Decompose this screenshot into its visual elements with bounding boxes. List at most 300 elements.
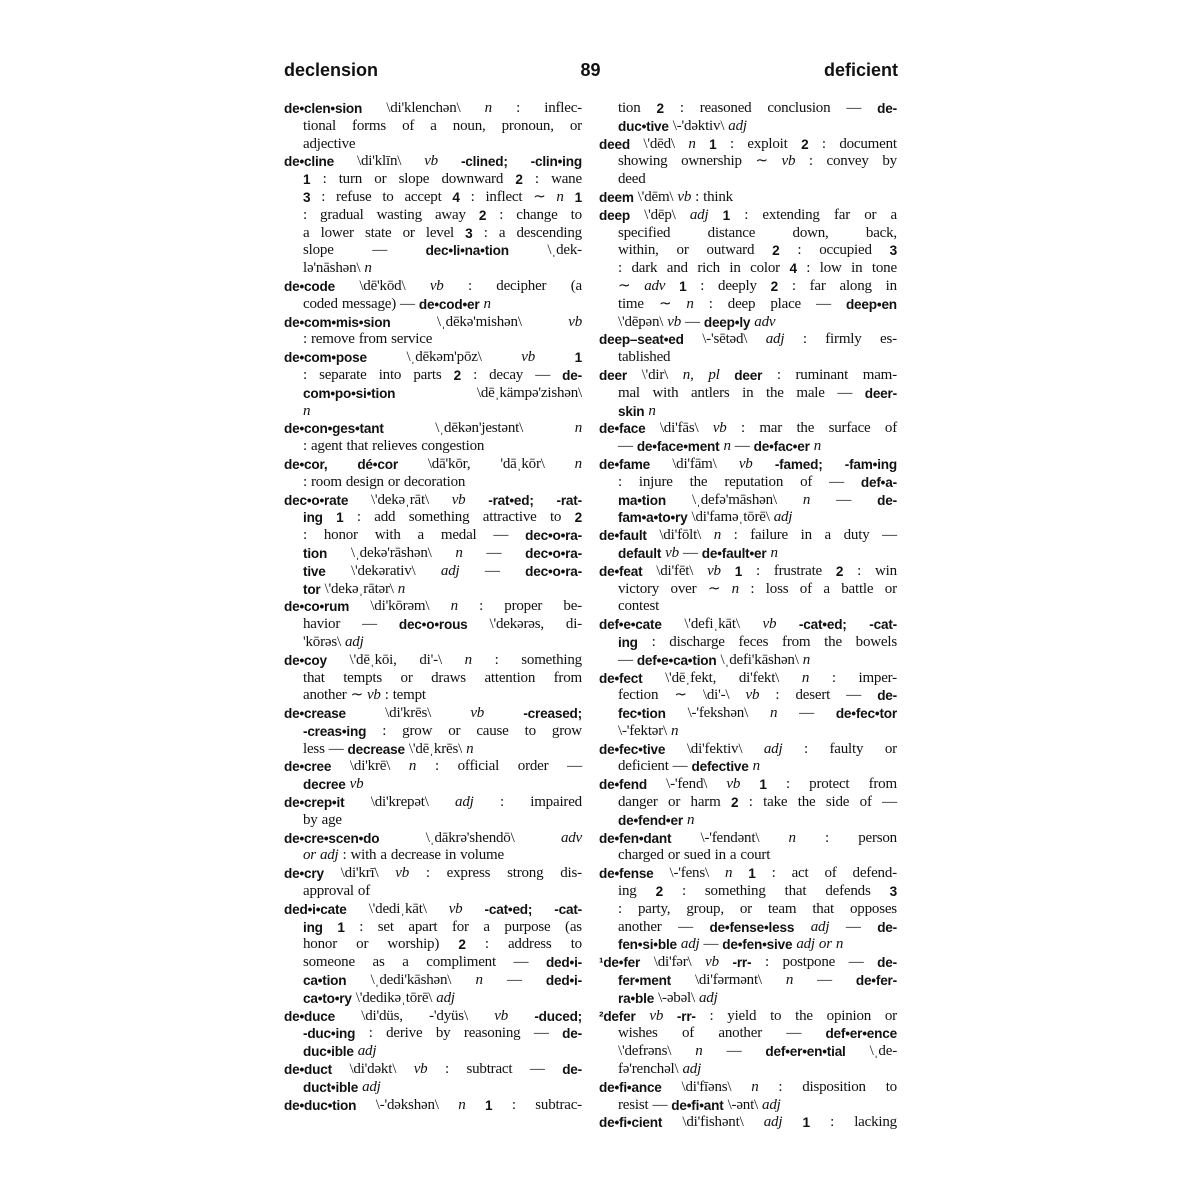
definition-text: in — [885, 277, 897, 294]
definition-text: add — [374, 509, 396, 526]
entry-line — [284, 776, 582, 794]
definition-text: — — [678, 918, 693, 935]
definition-text: accept — [404, 188, 442, 205]
definition-text: or — [676, 242, 689, 259]
entry-line — [284, 954, 582, 972]
entry-line — [284, 794, 582, 812]
definition-text: remove — [310, 331, 355, 348]
entry-line — [284, 883, 582, 901]
definition-text: or — [356, 936, 369, 953]
definition-text: : — [356, 509, 361, 526]
definition-text: \-əbəl\ — [658, 989, 695, 1006]
headword-text: duc•ible — [303, 1044, 354, 1060]
definition-text: someone — [303, 954, 355, 971]
definition-text: — — [486, 544, 502, 561]
headword-text: de•co•rum — [284, 599, 350, 615]
headword-text: 1 — [679, 278, 687, 294]
definition-text: or — [884, 740, 897, 757]
entry-line — [599, 1043, 897, 1061]
definition-text: — — [672, 758, 688, 775]
definition-text: : — [857, 562, 862, 579]
part-of-speech: vb — [451, 491, 466, 508]
entry-line — [284, 936, 582, 954]
definition-text: : — [778, 1078, 783, 1095]
definition-text: subtract — [466, 1061, 513, 1078]
part-of-speech: n — [458, 1096, 466, 1113]
definition-text: the — [766, 384, 784, 401]
definition-text: impaired — [530, 794, 582, 811]
headword-text: deer — [734, 367, 763, 383]
headword-text: 4 — [789, 261, 797, 277]
right-column — [599, 100, 897, 1132]
definition-text: separate — [319, 366, 367, 383]
definition-text: desert — [795, 687, 831, 704]
definition-text: relieves — [372, 438, 418, 455]
entry-line — [284, 865, 582, 883]
left-column — [284, 100, 582, 1114]
definition-text: tional — [303, 117, 336, 134]
definition-text: \di'krēs\ — [385, 705, 432, 722]
headword-text: def•er•en•tial — [765, 1044, 846, 1060]
definition-text: inflec- — [544, 100, 582, 116]
entry-line — [284, 509, 582, 527]
definition-text: slope — [398, 171, 430, 188]
definition-text: : — [709, 1007, 714, 1024]
definition-text: lower — [320, 224, 354, 241]
definition-text: faulty — [829, 740, 864, 757]
definition-text: inflect — [485, 188, 523, 205]
headword-text: def•a- — [860, 474, 897, 490]
definition-text: down, — [792, 224, 829, 241]
entry-line — [284, 385, 582, 403]
definition-text: postpone — [782, 954, 836, 971]
definition-text: another — [718, 1025, 762, 1042]
entry-line — [284, 670, 582, 688]
headword-text: 1 — [709, 136, 717, 152]
headword-text: tion — [303, 545, 328, 561]
definition-text: : — [384, 687, 389, 704]
definition-text: by — [435, 1025, 451, 1042]
headword-text: 1 — [303, 172, 311, 188]
definition-text: \'dediˌkāt\ — [368, 900, 427, 917]
entry-line — [599, 242, 897, 260]
definition-text: descending — [516, 224, 582, 241]
definition-text: subtrac- — [535, 1096, 582, 1113]
definition-text: injure — [638, 473, 673, 490]
definition-text: wasting — [376, 206, 422, 223]
entry-line — [599, 207, 897, 225]
definition-text: state — [364, 224, 392, 241]
definition-text: a — [380, 847, 387, 864]
part-of-speech: adj — [810, 918, 830, 935]
definition-text: place — [770, 295, 802, 312]
entry-line — [599, 438, 897, 456]
definition-text: for — [451, 918, 469, 935]
part-of-speech: n — [556, 188, 564, 205]
headword-text: -fam•ing — [844, 456, 897, 472]
definition-text: \di'-\ — [702, 687, 730, 704]
part-of-speech: n — [574, 455, 582, 472]
headword-text: de•cor, — [284, 456, 328, 472]
headword-text: decrease — [347, 741, 405, 757]
definition-text: or — [374, 171, 387, 188]
definition-text: apart — [408, 918, 438, 935]
definition-text: : — [808, 153, 813, 170]
definition-text: \ˌdekə'rāshən\ — [350, 544, 432, 561]
headword-text: 2 — [478, 207, 487, 223]
definition-text: — — [362, 616, 377, 633]
part-of-speech: vb — [349, 776, 364, 793]
definition-text: : — [744, 206, 749, 223]
part-of-speech: or — [818, 936, 832, 953]
definition-text: \di'fōlt\ — [659, 527, 702, 544]
definition-text: — — [506, 972, 522, 989]
definition-text: conclusion — [767, 100, 831, 116]
definition-text: : — [803, 740, 808, 757]
part-of-speech: n — [464, 651, 472, 668]
definition-text: imper- — [858, 669, 897, 686]
headword-text: de•duc•tion — [284, 1097, 357, 1113]
headword-text: 2 — [656, 101, 664, 116]
definition-text: or — [668, 794, 681, 811]
part-of-speech: vb — [707, 562, 721, 579]
part-of-speech: adj — [440, 562, 460, 579]
definition-text: \-'fekshən\ — [687, 705, 749, 722]
definition-text: \'defiˌkāt\ — [684, 616, 740, 633]
definition-text: along — [839, 277, 872, 294]
definition-text: : — [470, 188, 475, 205]
part-of-speech: n — [648, 402, 656, 419]
definition-text: — — [799, 705, 814, 722]
headword-text: 1 — [802, 1115, 810, 1131]
definition-text: — — [567, 758, 582, 775]
definition-text: ∼ — [618, 277, 631, 294]
part-of-speech: vb — [366, 687, 381, 704]
entry-line — [599, 919, 897, 937]
entry-line — [284, 545, 582, 563]
definition-text: age — [321, 811, 342, 828]
headword-text: de•duce — [284, 1008, 335, 1024]
part-of-speech: n — [466, 740, 474, 757]
headword-text: -clin•ing — [530, 154, 582, 170]
definition-text: male — [796, 384, 825, 401]
entry-line — [599, 509, 897, 527]
definition-text: \ˌdefi'kāshən\ — [720, 651, 799, 668]
definition-text: from — [553, 669, 582, 686]
headword-text: ing — [303, 510, 323, 526]
definition-text: loss — [765, 580, 789, 597]
part-of-speech: vb — [667, 313, 682, 330]
part-of-speech: n — [303, 402, 311, 419]
part-of-speech: adj — [344, 633, 364, 650]
part-of-speech: n — [752, 758, 760, 775]
definition-text: \-'fendənt\ — [700, 829, 760, 846]
headword-text: decree — [303, 777, 346, 793]
definition-text: — — [848, 954, 864, 971]
part-of-speech: adj — [728, 117, 747, 134]
definition-text: party, — [637, 900, 671, 917]
headword-text: de•fi•ance — [599, 1079, 662, 1095]
definition-text: \'dedikəˌtōrē\ — [355, 989, 433, 1006]
headword-text: de•fect — [599, 670, 643, 686]
part-of-speech: adj — [763, 740, 783, 757]
headword-text: com•po•si•tion — [303, 385, 396, 401]
definition-text: in — [729, 260, 741, 277]
headword-text: de•fer- — [855, 973, 897, 989]
definition-text: side — [825, 794, 850, 811]
definition-text: a — [890, 206, 897, 223]
definition-text: : — [797, 242, 802, 259]
definition-text: : — [618, 260, 622, 277]
definition-text: of — [884, 420, 897, 437]
entry-line — [284, 598, 582, 616]
entry-line — [599, 456, 897, 474]
entry-line — [284, 812, 582, 830]
headword-text: 3 — [889, 884, 897, 900]
part-of-speech: n — [788, 829, 796, 846]
definition-text: decoration — [403, 473, 466, 490]
entry-line — [284, 1008, 582, 1026]
entry-line — [284, 153, 582, 171]
entry-line — [599, 403, 897, 421]
definition-text: address — [507, 936, 552, 953]
entry-line — [599, 865, 897, 883]
definition-text: something — [521, 651, 582, 668]
definition-text: time — [618, 295, 644, 312]
definition-text: tion — [618, 100, 641, 116]
headword-text: ma•tion — [618, 492, 666, 508]
definition-text: : — [425, 865, 430, 882]
definition-text: : — [484, 936, 489, 953]
part-of-speech: n — [686, 811, 695, 828]
entry-line — [599, 420, 897, 438]
definition-text: opposes — [850, 900, 897, 917]
definition-text: \di'fīəns\ — [681, 1078, 732, 1095]
definition-text: — — [535, 366, 551, 383]
definition-text: person — [858, 829, 897, 846]
definition-text: ownership — [681, 153, 742, 170]
headword-text: de•cry — [284, 866, 324, 882]
definition-text: \di'düs, — [361, 1007, 403, 1024]
headword-text: -cat- — [554, 901, 582, 917]
entry-line — [284, 652, 582, 670]
definition-text: a — [823, 580, 830, 597]
definition-text: outward — [706, 242, 755, 259]
definition-text: message) — [341, 295, 397, 312]
definition-text: : — [483, 224, 488, 241]
definition-text: medal — [440, 527, 477, 544]
dictionary-page — [283, 58, 898, 1138]
headword-text: -rr- — [732, 955, 752, 971]
definition-text: another — [618, 918, 662, 935]
entry-line — [284, 919, 582, 937]
definition-text: within, — [618, 242, 659, 259]
definition-text: the — [797, 794, 816, 811]
definition-text: reputation — [724, 473, 784, 490]
definition-text: : — [473, 366, 478, 383]
definition-text: downward — [441, 171, 504, 188]
definition-text: \-'fens\ — [669, 865, 709, 882]
definition-text: or — [402, 224, 415, 241]
part-of-speech: n — [724, 865, 733, 882]
headword-text: de- — [877, 919, 897, 935]
headword-text: de- — [562, 1026, 582, 1042]
definition-text: as — [372, 954, 385, 971]
definition-text: frustrate — [773, 562, 823, 579]
part-of-speech: n — [723, 438, 731, 455]
part-of-speech: adv — [754, 313, 776, 330]
definition-text: grow — [402, 722, 433, 739]
headword-text: -rr- — [676, 1008, 696, 1024]
definition-text: approval — [303, 883, 354, 900]
definition-text: disposition — [802, 1078, 866, 1095]
definition-text: lacking — [854, 1114, 897, 1131]
entry-line — [599, 1079, 897, 1097]
headword-text: de•cod•er — [418, 296, 480, 312]
part-of-speech: n — [802, 651, 811, 668]
entry-line — [599, 883, 897, 901]
part-of-speech: pl — [708, 366, 720, 383]
entry-line — [284, 367, 582, 385]
headword-text: de•fend — [599, 777, 647, 793]
definition-text: reasoned — [699, 100, 752, 116]
definition-text: — — [846, 100, 862, 116]
definition-text: : — [479, 598, 484, 615]
definition-text: — — [529, 1061, 545, 1078]
part-of-speech: n, — [682, 366, 694, 383]
entry-line — [599, 153, 897, 171]
entry-line — [599, 616, 897, 634]
part-of-speech: n — [835, 936, 844, 953]
definition-text: : — [755, 562, 760, 579]
definition-text: gradual — [320, 206, 364, 223]
headword-text: 2 — [770, 278, 779, 294]
headword-text: deep — [599, 207, 630, 223]
definition-text: court — [740, 847, 771, 864]
entry-line — [284, 847, 582, 865]
part-of-speech: n — [731, 580, 739, 597]
definition-text: to — [885, 1078, 897, 1095]
part-of-speech: vb — [429, 277, 444, 294]
entry-line — [284, 278, 582, 296]
definition-text: of — [357, 883, 370, 900]
definition-text: room — [310, 473, 342, 490]
headword-text: -cat•ed; — [798, 617, 847, 633]
definition-text: specified — [618, 224, 671, 241]
definition-text: \ˌdēkə'mishən\ — [436, 313, 522, 330]
entry-line — [284, 189, 582, 207]
definition-text: — — [493, 527, 509, 544]
headword-text: de- — [877, 492, 897, 508]
part-of-speech: adj — [362, 1078, 381, 1095]
definition-text: : — [764, 954, 769, 971]
definition-text: : — [771, 865, 776, 882]
definition-text: : — [806, 260, 811, 277]
definition-text: \'dir\ — [641, 366, 669, 383]
headword-text: de- — [562, 1062, 582, 1078]
definition-text: lə'nāshən\ — [303, 260, 361, 277]
headword-text: de•fi•cient — [599, 1115, 663, 1131]
definition-text: protect — [809, 776, 850, 793]
definition-text: a — [430, 117, 437, 134]
headword-text: de- — [877, 955, 897, 971]
part-of-speech: adj — [319, 847, 339, 864]
definition-text: : — [534, 171, 539, 188]
part-of-speech: vb — [568, 313, 582, 330]
headword-text: skin — [618, 403, 645, 419]
definition-text: \dē'kōd\ — [359, 277, 406, 294]
headword-text: de•fen•sive — [722, 937, 793, 953]
headword-text: ²defer — [599, 1008, 636, 1024]
definition-text: : — [342, 847, 347, 864]
definition-text: \'dēˌkōi, — [349, 651, 397, 668]
definition-text: deep — [727, 295, 756, 312]
definition-text: \di'faməˌtōrē\ — [691, 509, 770, 526]
definition-text: — — [882, 527, 897, 544]
entry-line — [599, 581, 897, 599]
entry-line — [599, 1008, 897, 1026]
definition-text: of — [800, 473, 813, 490]
definition-text: : — [618, 900, 622, 917]
entry-line — [599, 100, 897, 118]
definition-text: that — [812, 900, 835, 917]
headword-text: 1 — [734, 563, 743, 579]
entry-line — [284, 118, 582, 136]
definition-text: defend- — [852, 865, 897, 882]
part-of-speech: n — [802, 491, 811, 508]
entry-line — [284, 972, 582, 990]
definition-text: \di'klīn\ — [356, 153, 402, 170]
headword-text: ca•to•ry — [303, 990, 352, 1006]
part-of-speech: n — [475, 972, 483, 989]
definition-text: far — [809, 277, 826, 294]
headword-text: 3 — [303, 189, 311, 205]
definition-text: : — [499, 794, 504, 811]
definition-text: take — [763, 794, 788, 811]
definition-text: — — [400, 295, 415, 312]
entry-line — [284, 687, 582, 705]
part-of-speech: n — [574, 420, 582, 437]
definition-text: something — [704, 883, 766, 900]
definition-text: — — [837, 384, 853, 401]
headword-text: dé•cor — [357, 456, 398, 472]
definition-text: ∼ — [674, 687, 687, 704]
entry-line — [599, 385, 897, 403]
definition-text: : — [368, 1025, 373, 1042]
headword-text: ca•tion — [303, 973, 347, 989]
definition-text: color — [750, 260, 780, 277]
definition-text: \dā'kōr, — [427, 455, 471, 472]
definition-text: \'defrəns\ — [618, 1043, 672, 1060]
definition-text: reasoning — [463, 1025, 521, 1042]
headword-text: ¹de•fer — [599, 955, 641, 971]
entry-line — [599, 830, 897, 848]
headword-text: ded•i- — [545, 955, 582, 971]
definition-text: with — [350, 847, 377, 864]
headword-text: 1 — [484, 1097, 493, 1113]
definition-text: refuse — [336, 188, 372, 205]
definition-text: the — [689, 473, 708, 490]
definition-text: : — [681, 883, 686, 900]
definition-text: in — [800, 527, 812, 544]
definition-text: something — [408, 509, 470, 526]
part-of-speech: or — [303, 847, 316, 864]
part-of-speech: adj — [682, 1061, 702, 1078]
definition-text: — — [845, 918, 861, 935]
definition-text: or — [884, 1007, 897, 1024]
definition-text: \-'dəktiv\ — [672, 117, 725, 134]
headword-text: de•fault•er — [701, 545, 767, 561]
